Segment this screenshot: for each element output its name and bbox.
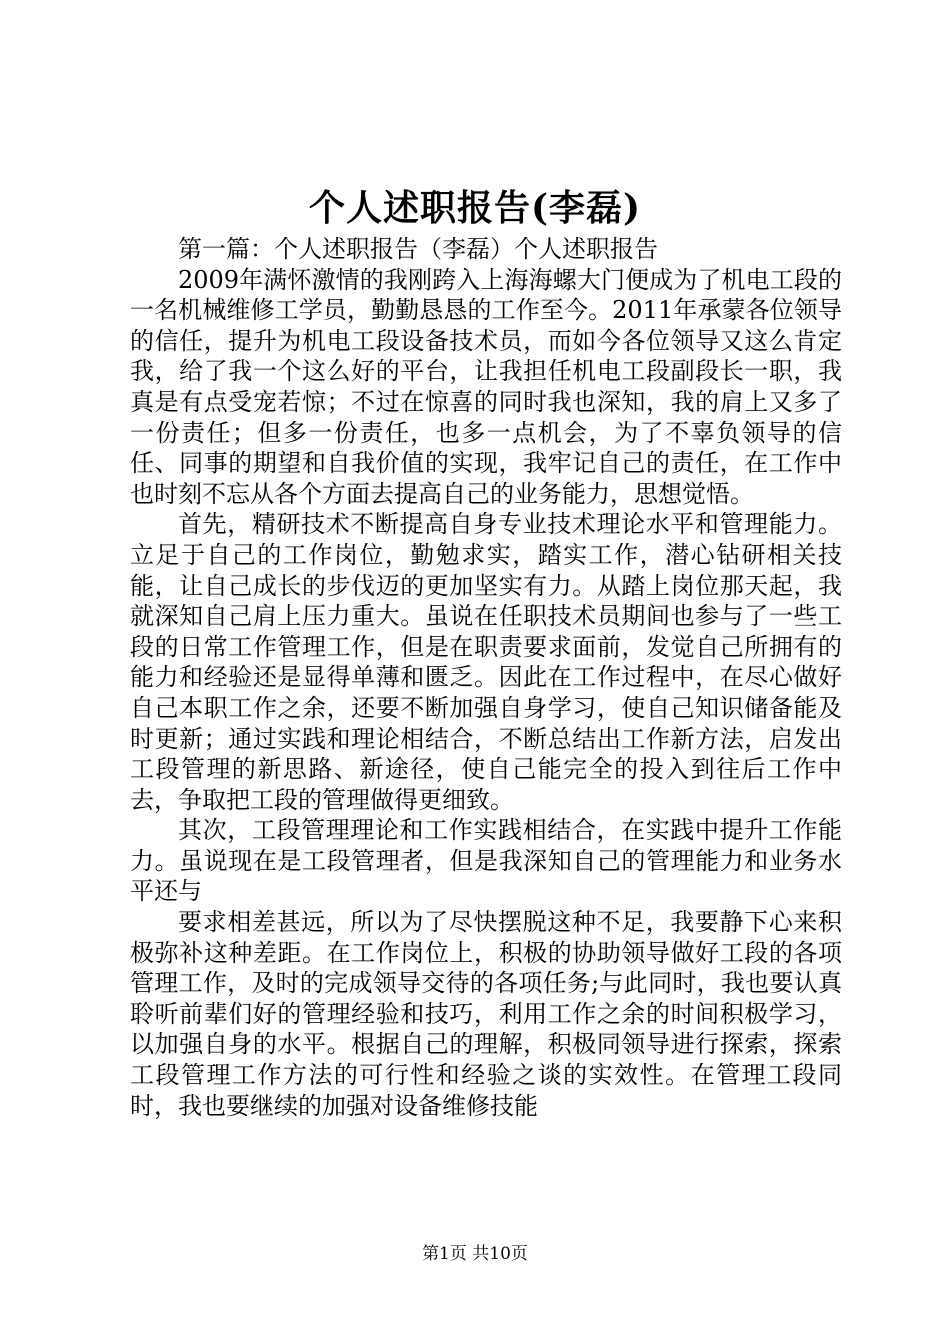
paragraph-introduction: 2009年满怀激情的我刚跨入上海海螺大门便成为了机电工段的一名机械维修工学员，勤勤恳恳的工作至今。2011年承蒙各位领导的信任，提升为机电工段设备技术员，而如今各位领导又这么肯定我，给了我一个这么好的平台，让我担任机电工段副段长一职，我真是有点受宠若惊；不过在惊喜的同时我也深知，我的肩上又多了一份责任；但多一份责任，也多一点机会，为了不辜负领导的信任、同事的期望和自我价值的实现，我牢记自己的责任，在工作中也时刻不忘从各个方面去提高自己的业务能力，思想觉悟。 — [130, 265, 842, 508]
page-number-footer: 第1页 共10页 — [422, 1244, 528, 1264]
paragraph-second-point: 其次，工段管理理论和工作实践相结合，在实践中提升工作能力。虽说现在是工段管理者，但是我深知自己的管理能力和业务水平还与 — [130, 816, 842, 906]
paragraph-continuation: 要求相差甚远，所以为了尽快摆脱这种不足，我要静下心来积极弥补这种差距。在工作岗位上，积极的协助领导做好工段的各项管理工作，及时的完成领导交待的各项任务;与此同时，我也要认真聆听前辈们好的管理经验和技巧，利用工作之余的时间积极学习，以加强自身的水平。根据自己的理解，积极同领导进行探索，探索工段管理工作方法的可行性和经验之谈的实效性。在管理工段同时，我也要继续的加强对设备维修技能 — [130, 908, 842, 1120]
paragraph-heading-line: 第一篇：个人述职报告（李磊）个人述职报告 — [178, 235, 658, 263]
paragraph-first-point: 首先，精研技术不断提高自身专业技术理论水平和管理能力。立足于自己的工作岗位，勤勉求实，踏实工作，潜心钻研相关技能，让自己成长的步伐迈的更加坚实有力。从踏上岗位那天起，我就深知自己肩上压力重大。虽说在任职技术员期间也参与了一些工段的日常工作管理工作，但是在职责要求面前，发觉自己所拥有的能力和经验还是显得单薄和匮乏。因此在工作过程中，在尽心做好自己本职工作之余，还要不断加强自身学习，使自己知识储备能及时更新；通过实践和理论相结合，不断总结出工作新方法，启发出工段管理的新思路、新途径，使自己能完全的投入到往后工作中去，争取把工段的管理做得更细致。 — [130, 510, 842, 814]
document-title: 个人述职报告(李磊) — [308, 187, 642, 229]
document-body — [130, 234, 842, 1121]
